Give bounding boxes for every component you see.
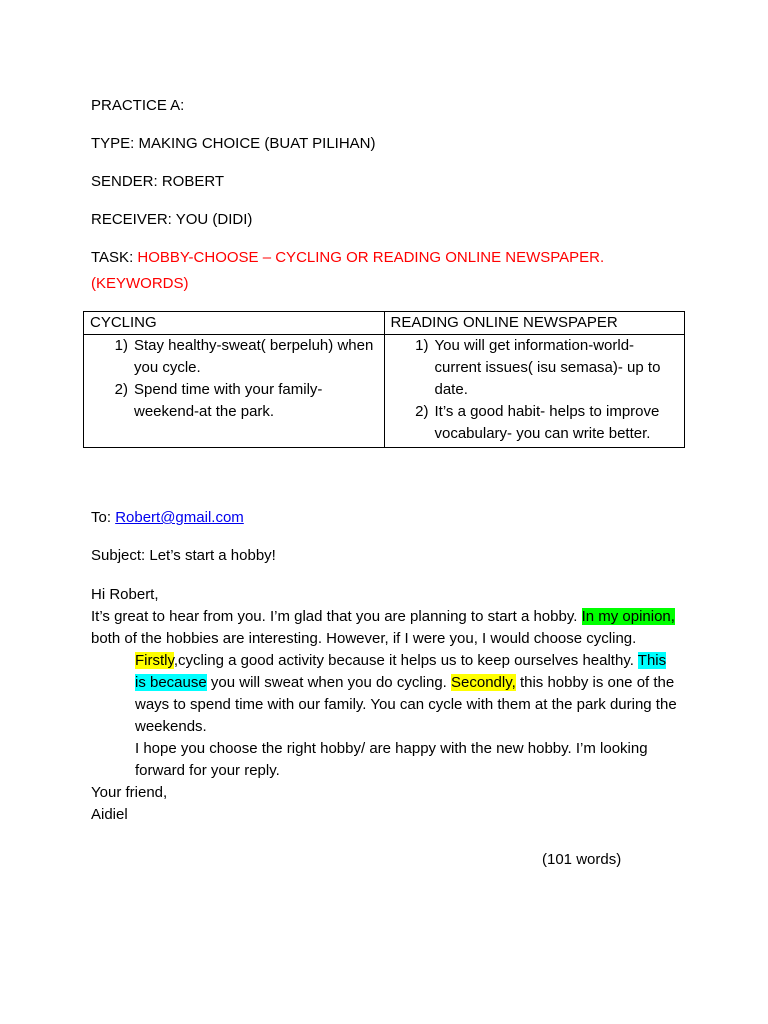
sender-line: SENDER: ROBERT [91, 173, 225, 190]
text-run: you will sweat when you do cycling. [206, 674, 452, 691]
item-number: 2) [114, 381, 128, 398]
word-count: (101 words) [542, 851, 622, 868]
item-number: 2) [415, 403, 429, 420]
email-to-line [91, 509, 244, 527]
highlight-this-is-because: This is because [135, 652, 667, 691]
reading-points [384, 335, 685, 448]
letter-closing: Your friend, [91, 784, 168, 801]
list-item [391, 335, 679, 401]
highlight-secondly: Secondly, [451, 674, 516, 691]
table-row [84, 335, 685, 448]
task-line [91, 249, 604, 267]
table-header-row [84, 312, 685, 335]
text-run: both of the hobbies are interesting. However, if I were you, I would choose cycling. [91, 630, 637, 647]
item-number: 1) [415, 337, 429, 354]
type-line: TYPE: MAKING CHOICE (BUAT PILIHAN) [91, 135, 376, 152]
highlight-opinion: In my opinion, [581, 608, 675, 625]
letter-signature: Aidiel [91, 806, 128, 823]
task-label: TASK: [91, 249, 138, 266]
letter-greeting: Hi Robert, [91, 586, 159, 603]
receiver-line: RECEIVER: YOU (DIDI) [91, 211, 253, 228]
task-text: HOBBY-CHOOSE – CYCLING OR READING ONLINE NEWSPAPER. [137, 249, 605, 266]
text-run: It’s great to hear from you. I’m glad that you are planning to start a hobby. [91, 608, 582, 625]
col-cycling-header: CYCLING [84, 312, 385, 335]
letter-body [91, 584, 681, 826]
item-text: It’s a good habit- helps to improve vocabulary- you can write better. [434, 403, 660, 442]
email-subject: Subject: Let’s start a hobby! [91, 547, 276, 564]
list-item [90, 335, 378, 379]
to-label: To: [91, 509, 116, 526]
item-text: You will get information-world-current issues( isu semasa)- up to date. [434, 337, 661, 398]
task-keywords: (KEYWORDS) [91, 275, 189, 292]
text-run: this hobby is one of the ways to spend time with our family. You can cycle with them at the park during the weekends. [135, 674, 677, 735]
practice-heading: PRACTICE A: [91, 97, 185, 114]
letter-paragraph-3: I hope you choose the right hobby/ are happy with the new hobby. I’m looking forward for your reply. [135, 740, 648, 779]
email-link[interactable]: Robert@gmail.com [115, 509, 244, 526]
list-item [391, 401, 679, 445]
letter-paragraph-1 [91, 606, 681, 650]
col-reading-header: READING ONLINE NEWSPAPER [384, 312, 685, 335]
list-item [90, 379, 378, 423]
cycling-points [84, 335, 385, 448]
text-run: ,cycling a good activity because it helps us to keep ourselves healthy. [173, 652, 638, 669]
letter-paragraph-2 [91, 650, 681, 738]
keywords-table [83, 311, 685, 448]
highlight-firstly: Firstly [135, 652, 174, 669]
item-number: 1) [114, 337, 128, 354]
item-text: Stay healthy-sweat( berpeluh) when you cycle. [134, 337, 374, 376]
item-text: Spend time with your family-weekend-at the park. [134, 381, 323, 420]
